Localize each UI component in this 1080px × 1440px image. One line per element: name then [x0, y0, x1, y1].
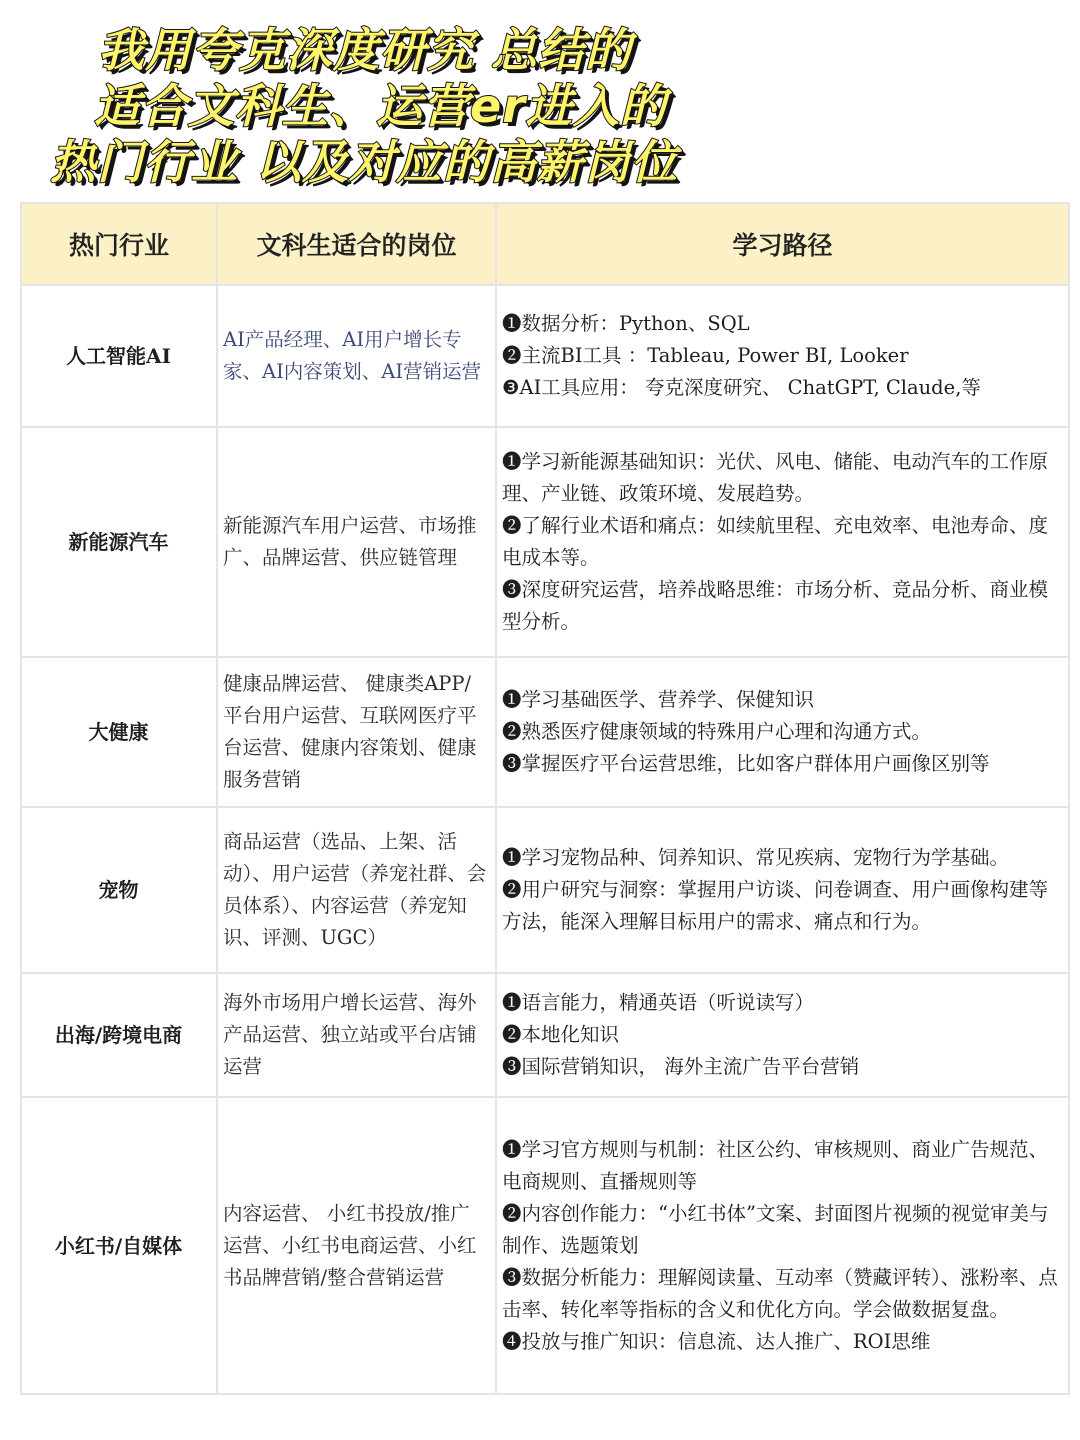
- learning-path-cell: [496, 807, 1069, 973]
- table-row: [21, 427, 1069, 657]
- path-item: ❸国际营销知识， 海外主流广告平台营销: [502, 1055, 860, 1078]
- roles-cell: 海外市场用户增长运营、海外产品运营、独立站或平台店铺运营: [217, 973, 496, 1097]
- industry-cell: 出海/跨境电商: [21, 973, 217, 1097]
- path-item: ❸深度研究运营，培养战略思维：市场分析、竞品分析、商业模型分析。: [502, 578, 1049, 633]
- title-line-1: 我用夸克深度研究 总结的: [98, 23, 633, 77]
- learning-path-cell: [496, 657, 1069, 807]
- path-item: ❸AI工具应用： 夸克深度研究、 ChatGPT, Claude,等: [502, 376, 981, 399]
- roles-cell: 内容运营、 小红书投放/推广运营、小红书电商运营、小红书品牌营销/整合营销运营: [217, 1097, 496, 1394]
- roles-cell: 新能源汽车用户运营、市场推广、品牌运营、供应链管理: [217, 427, 496, 657]
- table-row: [21, 285, 1069, 427]
- header-industry: 热门行业: [21, 203, 217, 285]
- industry-cell: 大健康: [21, 657, 217, 807]
- path-item: ❶学习官方规则与机制：社区公约、审核规则、商业广告规范、电商规则、直播规则等: [502, 1137, 1049, 1193]
- title-line-3: 热门行业 以及对应的高薪岗位: [50, 135, 679, 189]
- table-row: [21, 657, 1069, 807]
- path-item: ❷主流BI工具 ：Tableau, Power BI, Looker: [502, 344, 909, 367]
- roles-cell: AI产品经理、AI用户增长专家、AI内容策划、AI营销运营: [217, 285, 496, 427]
- industry-table: [20, 202, 1070, 1395]
- path-item: ❹投放与推广知识：信息流、达人推广、ROI思维: [502, 1329, 931, 1353]
- industry-cell: 小红书/自媒体: [21, 1097, 217, 1394]
- path-item: ❶语言能力，精通英语（听说读写）: [502, 991, 815, 1014]
- path-item: ❷内容创作能力：“小红书体”文案、封面图片视频的视觉审美与制作、选题策划: [502, 1201, 1049, 1257]
- path-item: ❸掌握医疗平台运营思维，比如客户群体用户画像区别等: [502, 752, 990, 775]
- path-item: ❷熟悉医疗健康领域的特殊用户心理和沟通方式。: [502, 720, 932, 743]
- table-row: [21, 807, 1069, 973]
- header-learning-path: 学习路径: [496, 203, 1069, 285]
- path-item: ❶学习宠物品种、饲养知识、常见疾病、宠物行为学基础。: [502, 846, 1010, 869]
- table-row: [21, 1097, 1069, 1394]
- page-title: [40, 22, 1040, 190]
- learning-path-cell: [496, 973, 1069, 1097]
- path-item: ❷用户研究与洞察：掌握用户访谈、问卷调查、用户画像构建等方法，能深入理解目标用户的需求、痛点和行为。: [502, 878, 1049, 933]
- table-header-row: [21, 203, 1069, 285]
- learning-path-cell: [496, 1097, 1069, 1394]
- path-item: ❶数据分析：Python、SQL: [502, 312, 750, 335]
- table-row: [21, 973, 1069, 1097]
- path-item: ❸数据分析能力：理解阅读量、互动率（赞藏评转）、涨粉率、点击率、转化率等指标的含义和优化方向。学会做数据复盘。: [502, 1265, 1058, 1321]
- roles-cell: 健康品牌运营、 健康类APP/平台用户运营、互联网医疗平台运营、健康内容策划、健康服务营销: [217, 657, 496, 807]
- title-line-2: 适合文科生、运营er进入的: [94, 79, 667, 133]
- learning-path-cell: [496, 285, 1069, 427]
- learning-path-cell: [496, 427, 1069, 657]
- industry-cell: 新能源汽车: [21, 427, 217, 657]
- header-roles: 文科生适合的岗位: [217, 203, 496, 285]
- path-item: ❶学习新能源基础知识：光伏、风电、储能、电动汽车的工作原理、产业链、政策环境、发展趋势。: [502, 450, 1049, 505]
- path-item: ❷本地化知识: [502, 1023, 620, 1046]
- industry-cell: 人工智能AI: [21, 285, 217, 427]
- roles-cell: 商品运营（选品、上架、活动）、用户运营（养宠社群、会员体系）、内容运营（养宠知识、评测、UGC）: [217, 807, 496, 973]
- path-item: ❶学习基础医学、营养学、保健知识: [502, 688, 815, 711]
- path-item: ❷了解行业术语和痛点：如续航里程、充电效率、电池寿命、度电成本等。: [502, 514, 1049, 569]
- industry-cell: 宠物: [21, 807, 217, 973]
